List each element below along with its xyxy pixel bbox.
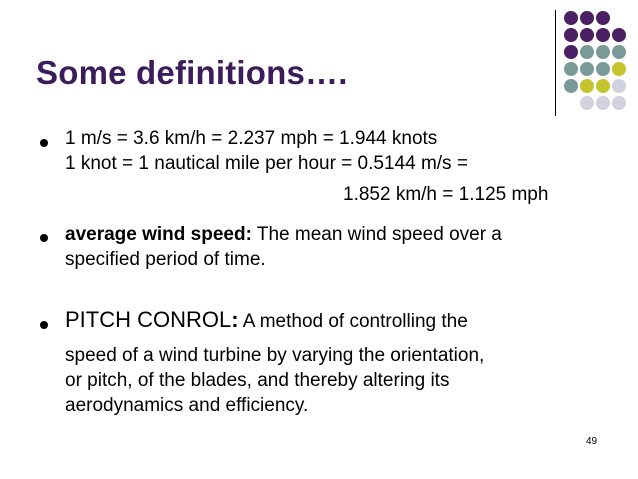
slide-title: Some definitions…. bbox=[36, 54, 348, 91]
decorative-dot bbox=[580, 79, 594, 93]
decorative-dot bbox=[596, 96, 610, 110]
term-colon: : bbox=[231, 307, 239, 332]
term-pitch-control: PITCH CONROL bbox=[65, 307, 232, 332]
decorative-dot bbox=[596, 45, 610, 59]
definition-text: The mean wind speed over a bbox=[251, 224, 502, 245]
decorative-dot bbox=[612, 62, 626, 76]
decorative-dot bbox=[580, 96, 594, 110]
decorative-dot bbox=[612, 45, 626, 59]
decorative-dot bbox=[612, 28, 626, 42]
bullet-icon bbox=[40, 321, 48, 329]
page-number: 49 bbox=[586, 436, 598, 447]
decorative-dot bbox=[580, 62, 594, 76]
decorative-dot bbox=[596, 62, 610, 76]
conversion-line-3: 1.852 km/h = 1.125 mph bbox=[343, 184, 549, 205]
decorative-dot bbox=[580, 45, 594, 59]
definition-line-4: aerodynamics and efficiency. bbox=[65, 395, 309, 416]
decorative-dot bbox=[564, 28, 578, 42]
pitch-control-definition bbox=[65, 309, 468, 333]
decorative-dot bbox=[564, 11, 578, 25]
decorative-dot bbox=[596, 28, 610, 42]
decorative-dot bbox=[596, 11, 610, 25]
conversion-line-1: 1 m/s = 3.6 km/h = 2.237 mph = 1.944 knots bbox=[65, 128, 438, 149]
conversion-line-2: 1 knot = 1 nautical mile per hour = 0.5144 m/s = bbox=[65, 153, 468, 174]
definition-continuation: specified period of time. bbox=[65, 249, 266, 270]
bullet-icon bbox=[40, 234, 48, 242]
definition-line-2: speed of a wind turbine by varying the orientation, bbox=[65, 345, 485, 366]
decorative-dot bbox=[564, 79, 578, 93]
decorative-dot bbox=[580, 11, 594, 25]
decorative-dot bbox=[564, 62, 578, 76]
definition-text: A method of controlling the bbox=[238, 311, 468, 332]
bullet-icon bbox=[40, 139, 48, 147]
decorative-dot bbox=[612, 96, 626, 110]
definition-line-3: or pitch, of the blades, and thereby altering its bbox=[65, 370, 450, 391]
term-average-wind-speed: average wind speed: bbox=[65, 224, 252, 245]
decorative-dot bbox=[580, 28, 594, 42]
decorative-dot bbox=[612, 79, 626, 93]
decorative-dot bbox=[564, 45, 578, 59]
decorative-dot bbox=[596, 79, 610, 93]
divider-line bbox=[555, 10, 556, 116]
average-wind-speed-definition bbox=[65, 224, 502, 246]
